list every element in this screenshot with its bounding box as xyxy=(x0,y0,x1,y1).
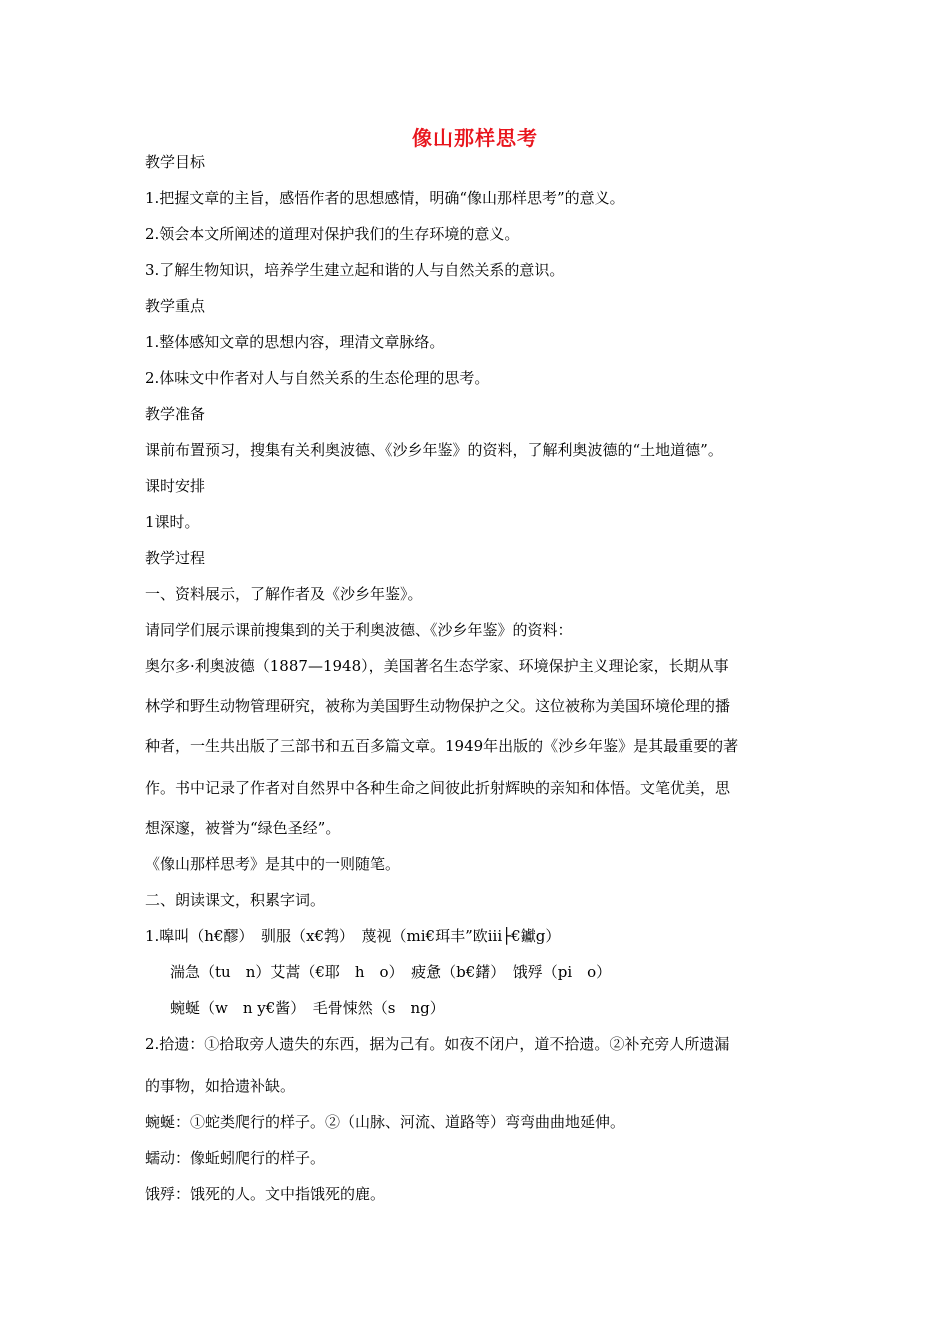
vocab-line-2: 湍急（tu n）艾蒿（€耶 h o） 疲惫（b€鐯） 饿殍（pi o） xyxy=(170,963,612,981)
goal-item-1: 1.把握文章的主旨，感悟作者的思想感情，明确“像山那样思考”的意义。 xyxy=(145,189,625,207)
definition-wanyan: 蜿蜒：①蛇类爬行的样子。②（山脉、河流、道路等）弯弯曲曲地延伸。 xyxy=(145,1113,626,1131)
vocab-line-3: 蜿蜒（w n y€酱） 毛骨悚然（s ng） xyxy=(170,999,445,1017)
section-one-heading: 一、资料展示，了解作者及《沙乡年鉴》。 xyxy=(145,585,423,603)
heading-schedule: 课时安排 xyxy=(145,477,206,495)
schedule-text: 1课时。 xyxy=(145,513,200,531)
definition-rudong: 蠕动：像蚯蚓爬行的样子。 xyxy=(145,1149,326,1167)
focus-item-1: 1.整体感知文章的思想内容，理清文章脉络。 xyxy=(145,333,445,351)
definition-shiyi-line-2: 的事物，如拾遗补缺。 xyxy=(145,1077,296,1095)
author-bio-line-5: 想深邃，被誉为“绿色圣经”。 xyxy=(145,819,341,837)
section-two-heading: 二、朗读课文，积累字词。 xyxy=(145,891,326,909)
heading-teaching-goals: 教学目标 xyxy=(145,153,206,171)
author-bio-line-4: 作。书中记录了作者对自然界中各种生命之间彼此折射辉映的亲知和体悟。文笔优美，思 xyxy=(145,779,731,797)
section-one-intro: 请同学们展示课前搜集到的关于利奥波德、《沙乡年鉴》的资料： xyxy=(145,621,573,639)
heading-preparation: 教学准备 xyxy=(145,405,206,423)
focus-item-2: 2.体味文中作者对人与自然关系的生态伦理的思考。 xyxy=(145,369,490,387)
document-title: 像山那样思考 xyxy=(412,126,538,150)
preparation-text: 课前布置预习，搜集有关利奥波德、《沙乡年鉴》的资料，了解利奥波德的“土地道德”。 xyxy=(145,441,723,459)
goal-item-3: 3.了解生物知识，培养学生建立起和谐的人与自然关系的意识。 xyxy=(145,261,565,279)
definition-epiao: 饿殍：饿死的人。文中指饿死的鹿。 xyxy=(145,1185,386,1203)
author-bio-line-3: 种者，一生共出版了三部书和五百多篇文章。1949年出版的《沙乡年鉴》是其最重要的著 xyxy=(145,737,739,755)
essay-note: 《像山那样思考》是其中的一则随笔。 xyxy=(145,855,401,873)
author-bio-line-1: 奥尔多·利奥波德（1887—1948），美国著名生态学家、环境保护主义理论家，长期从事 xyxy=(145,657,729,675)
heading-teaching-focus: 教学重点 xyxy=(145,297,206,315)
definition-shiyi-line-1: 2.拾遗：①拾取旁人遗失的东西，据为己有。如夜不闭户，道不拾遗。②补充旁人所遗漏 xyxy=(145,1035,730,1053)
heading-process: 教学过程 xyxy=(145,549,206,567)
author-bio-line-2: 林学和野生动物管理研究，被称为美国野生动物保护之父。这位被称为美国环境伦理的播 xyxy=(145,697,731,715)
goal-item-2: 2.领会本文所阐述的道理对保护我们的生存环境的意义。 xyxy=(145,225,520,243)
vocab-line-1: 1.嗥叫（h€醪） 驯服（x€鹁） 蔑视（mi€珥丰”欧iii├€钀g） xyxy=(145,927,561,945)
